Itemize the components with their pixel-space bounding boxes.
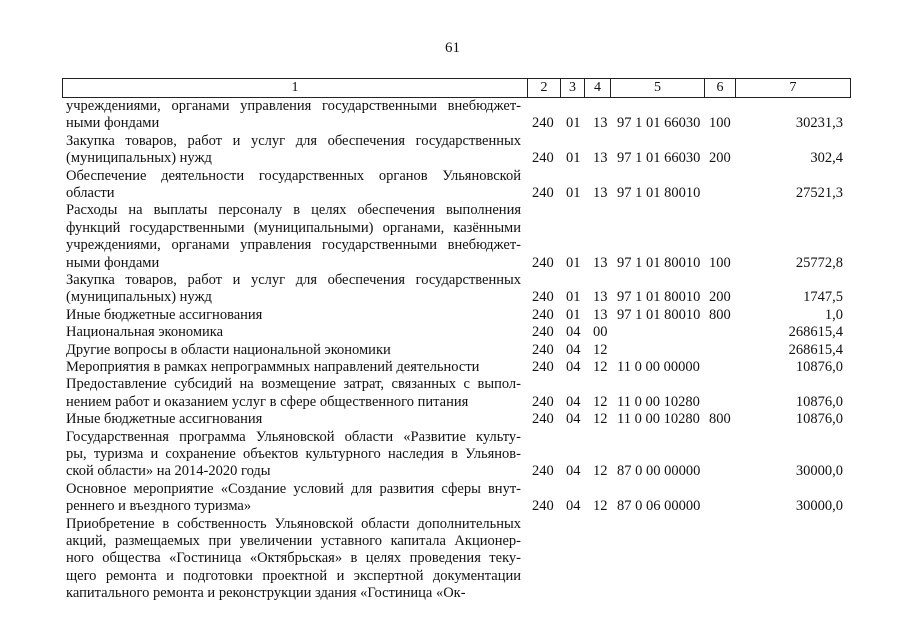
cell-subsection: 12: [593, 498, 608, 515]
row-text-line: (муниципальных) нужд: [66, 289, 212, 306]
row-text-line: Предоставление субсидий на возмещение затрат, связанных с выпол-: [66, 376, 521, 393]
cell-section: 04: [566, 324, 581, 341]
row-text-line: ного общества «Гостиница «Октябрьская» в целях проведения теку-: [66, 550, 521, 567]
row-text-line: Обеспечение деятельности государственных органов Ульяновской: [66, 167, 521, 184]
cell-target-article: 11 0 00 10280: [617, 393, 700, 410]
cell-section: 01: [566, 306, 581, 323]
page-number: 61: [445, 40, 460, 56]
cell-amount: 30231,3: [795, 115, 843, 132]
row-text-line: Другие вопросы в области национальной экономики: [66, 341, 391, 358]
cell-amount: 25772,8: [795, 254, 843, 271]
cell-section: 01: [566, 184, 581, 201]
cell-amount: [740, 585, 843, 602]
header-col-3: 3: [561, 79, 585, 97]
cell-target-article: 97 1 01 66030: [617, 150, 701, 167]
cell-section: 04: [566, 498, 581, 515]
header-col-2: 2: [528, 79, 561, 97]
cell-subsection: 12: [593, 463, 608, 480]
cell-amount: 1,0: [824, 306, 843, 323]
header-col-4: 4: [585, 79, 611, 97]
cell-section: 04: [566, 359, 581, 375]
cell-target-article: 97 1 01 80010: [617, 306, 701, 323]
cell-subsection: 13: [593, 184, 608, 201]
cell-amount: 30000,0: [795, 463, 843, 480]
row-text-line: ными фондами: [66, 254, 160, 271]
cell-amount: 10876,0: [795, 359, 843, 375]
cell-amount: 268615,4: [788, 341, 843, 358]
row-text-line: учреждениями, органами управления государственными внебюджет-: [66, 237, 521, 254]
row-text-line: Основное мероприятие «Создание условий для развития сферы внут-: [66, 480, 521, 497]
cell-admin: 240: [532, 359, 554, 375]
row-text-line: Закупка товаров, работ и услуг для обеспечения государственных: [66, 272, 521, 288]
cell-admin: 240: [532, 393, 554, 410]
cell-amount: 302,4: [810, 150, 843, 167]
cell-section: 04: [566, 463, 581, 480]
row-text-line: Иные бюджетные ассигнования: [66, 411, 263, 428]
cell-target-article: 11 0 00 00000: [617, 359, 700, 375]
cell-subsection: 13: [593, 254, 608, 271]
cell-target-article: 11 0 00 10280: [617, 411, 700, 428]
header-col-7: 7: [736, 79, 851, 97]
cell-admin: 240: [532, 184, 554, 201]
cell-expense-type: 100: [709, 254, 731, 271]
cell-expense-type: 200: [709, 289, 731, 306]
row-text-line: Мероприятия в рамках непрограммных направлений деятельности: [66, 359, 480, 375]
row-text-line: Расходы на выплаты персоналу в целях обеспечения выполнения: [66, 202, 521, 219]
cell-subsection: 13: [593, 306, 608, 323]
cell-section: 04: [566, 411, 581, 428]
cell-section: 04: [566, 341, 581, 358]
row-text-line: функций государственными (муниципальными) органами, казёнными: [66, 219, 521, 236]
header-col-6: 6: [705, 79, 736, 97]
cell-amount: 10876,0: [795, 411, 843, 428]
row-text-line: области: [66, 184, 115, 201]
cell-subsection: 00: [593, 324, 608, 341]
cell-target-article: 87 0 06 00000: [617, 498, 701, 515]
cell-admin: 240: [532, 115, 554, 132]
row-text-line: Национальная экономика: [66, 324, 224, 341]
cell-section: 01: [566, 115, 581, 132]
cell-subsection: 12: [593, 341, 608, 358]
cell-admin: 240: [532, 498, 554, 515]
cell-section: 01: [566, 289, 581, 306]
row-text-line: Закупка товаров, работ и услуг для обеспечения государственных: [66, 132, 521, 149]
row-text-line: (муниципальных) нужд: [66, 150, 212, 167]
cell-section: 01: [566, 254, 581, 271]
row-text-line: Приобретение в собственность Ульяновской области дополнительных: [66, 515, 521, 532]
cell-admin: 240: [532, 254, 554, 271]
row-text-line: капитального ремонта и реконструкции здания «Гостиница «Ок-: [66, 585, 466, 602]
cell-target-article: 87 0 00 00000: [617, 463, 701, 480]
cell-expense-type: 800: [709, 411, 731, 428]
row-text-line: акций, размещаемых при увеличении уставного капитала Акционер-: [66, 532, 521, 549]
cell-admin: 240: [532, 411, 554, 428]
cell-expense-type: 200: [709, 150, 731, 167]
cell-admin: 240: [532, 463, 554, 480]
header-col-5: 5: [611, 79, 705, 97]
cell-amount: 27521,3: [795, 184, 843, 201]
cell-admin: 240: [532, 324, 554, 341]
row-text-line: ской области» на 2014-2020 годы: [66, 463, 271, 480]
row-text-line: Иные бюджетные ассигнования: [66, 306, 263, 323]
cell-subsection: 12: [593, 393, 608, 410]
row-text-line: Государственная программа Ульяновской области «Развитие культу-: [66, 428, 521, 445]
cell-admin: 240: [532, 150, 554, 167]
row-text-line: ры, туризма и сохранение объектов культурного наследия в Ульянов-: [66, 445, 521, 462]
cell-expense-type: 800: [709, 306, 731, 323]
cell-target-article: 97 1 01 80010: [617, 184, 701, 201]
cell-admin: 240: [532, 341, 554, 358]
row-text-line: ными фондами: [66, 115, 160, 132]
cell-subsection: 12: [593, 411, 608, 428]
cell-subsection: 13: [593, 289, 608, 306]
cell-section: 01: [566, 150, 581, 167]
cell-amount: 10876,0: [795, 393, 843, 410]
cell-target-article: 97 1 01 80010: [617, 254, 701, 271]
cell-subsection: 12: [593, 359, 608, 375]
cell-target-article: 97 1 01 80010: [617, 289, 701, 306]
cell-amount: 268615,4: [788, 324, 843, 341]
cell-subsection: 13: [593, 150, 608, 167]
row-text-line: учреждениями, органами управления государственными внебюджет-: [66, 98, 521, 114]
cell-target-article: 97 1 01 66030: [617, 115, 701, 132]
cell-expense-type: 100: [709, 115, 731, 132]
cell-subsection: 13: [593, 115, 608, 132]
table-header: [62, 78, 851, 98]
cell-amount: 30000,0: [795, 498, 843, 515]
cell-amount: 1747,5: [803, 289, 843, 306]
cell-section: 04: [566, 393, 581, 410]
row-text-line: реннего и въездного туризма»: [66, 498, 252, 515]
row-text-line: нением работ и оказанием услуг в сфере общественного питания: [66, 393, 469, 410]
header-col-1: 1: [63, 79, 528, 97]
cell-admin: 240: [532, 289, 554, 306]
row-text-line: щего ремонта и подготовки проектной и экспертной документации: [66, 567, 521, 584]
cell-admin: 240: [532, 306, 554, 323]
